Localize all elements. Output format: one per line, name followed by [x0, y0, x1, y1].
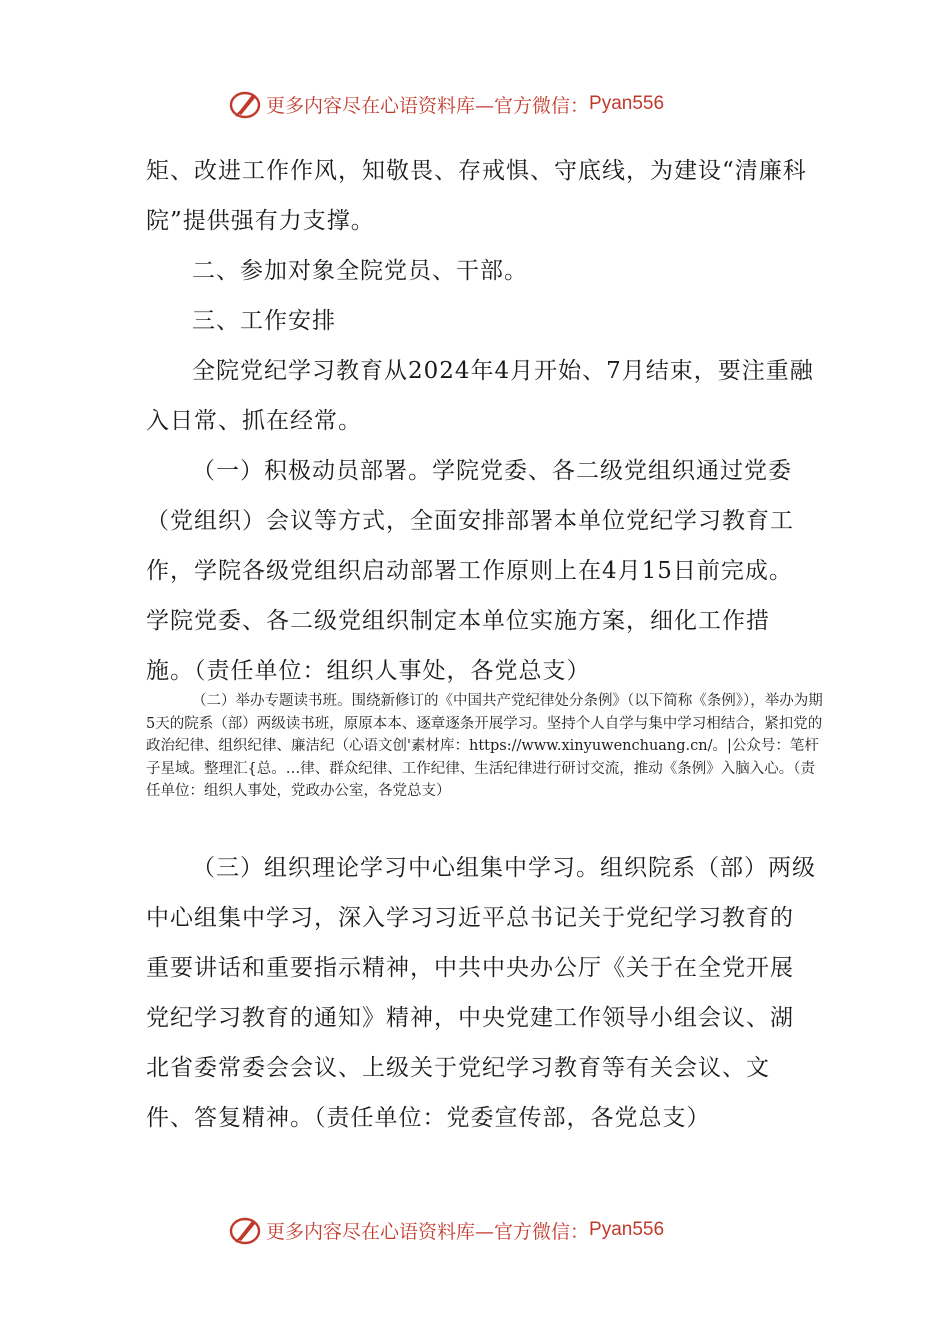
pen-logo-icon: [228, 1213, 262, 1247]
paragraph-item-3: （三）组织理论学习中心组集中学习。组织院系（部）两级中心组集中学习，深入学习习近平总书记关于党纪学习教育的重要讲话和重要指示精神，中共中央办公厅《关于在全党开展党纪学习教育的通知》精神，中央党建工作领导小组会议、湖北省委常委会会议、上级关于党纪学习教育等有关会议、文件、答复精神。（责任单位：党委宣传部，各党总支）: [146, 855, 816, 1131]
watermark-brand: 更多内容尽在心语资料库: [266, 1220, 476, 1243]
watermark-footer: [228, 1210, 748, 1250]
watermark-official: —官方微信：: [475, 1220, 590, 1243]
paragraph-intro-end: 矩、改进工作作风，知敬畏、存戒惧、守底线，为建设“清廉科院”提供强有力支撑。: [146, 158, 807, 234]
watermark-official: —官方微信：: [475, 94, 590, 117]
watermark-brand: 更多内容尽在心语资料库: [266, 94, 476, 117]
watermark-header: [228, 84, 748, 124]
section-heading-participants: 二、参加对象全院党员、干部。: [192, 258, 528, 284]
paragraph-item-1: （一）积极动员部署。学院党委、各二级党组织通过党委（党组织）会议等方式，全面安排部署本单位党纪学习教育工作，学院各级党组织启动部署工作原则上在4月15日前完成。学院党委、各二级党组织制定本单位实施方案，细化工作措施。（责任单位：组织人事处，各党总支）: [146, 458, 794, 684]
paragraph-item-2: （二）举办专题读书班。围绕新修订的《中国共产党纪律处分条例》（以下简称《条例》），举办为期5天的院系（部）两级读书班，原原本本、逐章逐条开展学习。坚持个人自学与集中学习相结合，紧扣党的政治纪律、组织纪律、廉洁纪（心语文创'素材库：https://www.xinyuwenchuang.cn/。|公众号：笔杆子星域。整理汇{总。…律、群众纪律、工作纪律、生活纪律进行研讨交流，推动《条例》入脑入心。（责任单位：组织人事处，党政办公室，各党总支）: [146, 693, 823, 799]
section-heading-arrangement: 三、工作安排: [192, 308, 336, 334]
watermark-wechat-id: Pyan556: [589, 93, 665, 114]
paragraph-schedule: 全院党纪学习教育从2024年4月开始、7月结束，要注重融入日常、抓在经常。: [146, 358, 814, 434]
pen-logo-icon: [228, 87, 262, 121]
watermark-wechat-id: Pyan556: [589, 1219, 665, 1240]
